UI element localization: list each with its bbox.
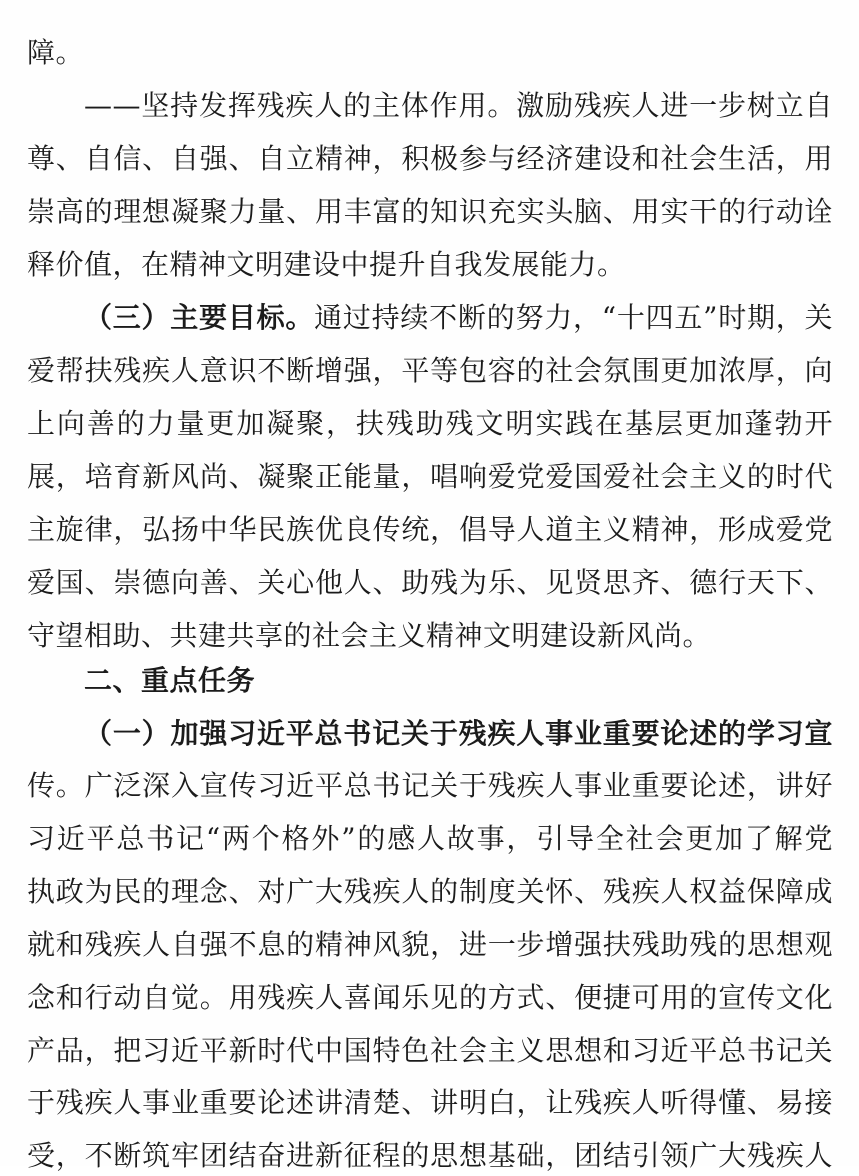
text-line: 释价值，在精神文明建设中提升自我发展能力。 (27, 248, 626, 281)
text-line: 就和残疾人自强不息的精神风貌，进一步增强扶残助残的思想观 (27, 928, 833, 961)
text-line: 念和行动自觉。用残疾人喜闻乐见的方式、便捷可用的宣传文化 (27, 981, 833, 1014)
text-line: 展，培育新风尚、凝聚正能量，唱响爱党爱国爱社会主义的时代 (27, 460, 833, 493)
text-line: 习近平总书记“两个格外”的感人故事，引导全社会更加了解党 (27, 822, 833, 855)
text-line: 主旋律，弘扬中华民族优良传统，倡导人道主义精神，形成爱党 (27, 513, 833, 546)
text-line: 尊、自信、自强、自立精神，积极参与经济建设和社会生活，用 (27, 142, 833, 175)
text-line: 受，不断筑牢团结奋进新征程的思想基础，团结引领广大残疾人 (27, 1139, 833, 1172)
text-line: 执政为民的理念、对广大残疾人的制度关怀、残疾人权益保障成 (27, 875, 833, 908)
text-line: 崇高的理想凝聚力量、用丰富的知识充实头脑、用实干的行动诠 (27, 195, 833, 228)
text-line: 上向善的力量更加凝聚，扶残助残文明实践在基层更加蓬勃开 (27, 407, 833, 440)
text-line: 爱国、崇德向善、关心他人、助残为乐、见贤思齐、德行天下、 (27, 566, 833, 599)
subsection-title: （三）主要目标。 (84, 301, 315, 334)
paragraph-line (84, 298, 833, 338)
text-line: 传。广泛深入宣传习近平总书记关于残疾人事业重要论述，讲好 (27, 769, 833, 802)
text-line: 守望相助、共建共享的社会主义精神文明建设新风尚。 (27, 619, 712, 652)
text-line: 爱帮扶残疾人意识不断增强，平等包容的社会氛围更加浓厚，向 (27, 354, 833, 387)
text-line: 障。 (27, 36, 85, 69)
text-line: 产品，把习近平新时代中国特色社会主义思想和习近平总书记关 (27, 1034, 833, 1067)
subsection-title: （一）加强习近平总书记关于残疾人事业重要论述的学习宣 (84, 717, 833, 750)
section-heading: 二、重点任务 (84, 664, 256, 697)
text-line: ——坚持发挥残疾人的主体作用。激励残疾人进一步树立自 (84, 89, 833, 122)
text-run: 通过持续不断的努力，“十四五”时期，关 (314, 301, 833, 334)
text-line: 于残疾人事业重要论述讲清楚、讲明白，让残疾人听得懂、易接 (27, 1086, 833, 1119)
